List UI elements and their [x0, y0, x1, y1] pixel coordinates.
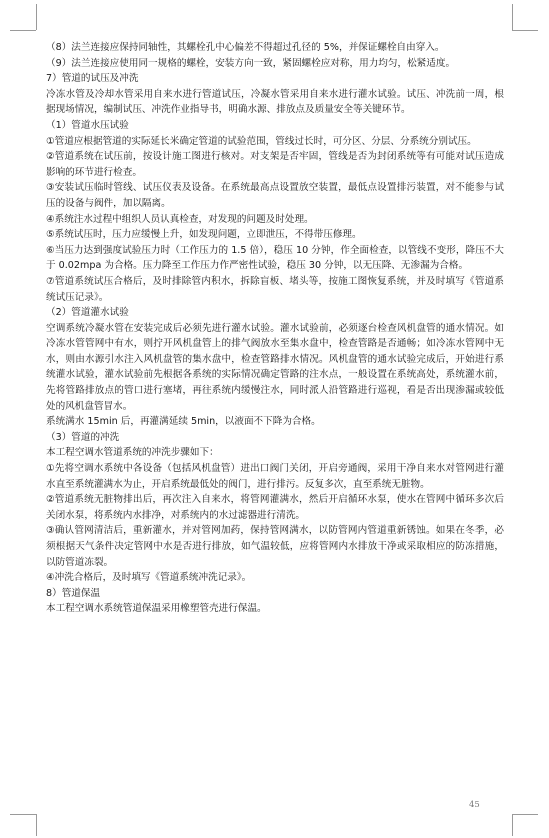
paragraph-test-step-5: ⑤系统试压时，压力应缓慢上升，如发现问题，立即泄压，不得带压修理。 — [46, 229, 362, 241]
paragraph-test-step-7: ⑦管道系统试压合格后，及时排除管内积水，拆除盲板、堵头等，按施工图恢复系统，并及时填写《管道系统试压记录》。 — [46, 275, 504, 303]
paragraph-test-step-6: ⑥当压力达到强度试验压力时（工作压力的 1.5 倍），稳压 10 分钟，作全面检查，以管线不变形，降压不大于 0.02mpa 为合格。压力降至工作压力作严密性试验，稳压 30 分钟，以无压降、无渗漏为合格。 — [46, 244, 504, 272]
paragraph-test-step-4: ④系统注水过程中组织人员认真检查，对发现的问题及时处理。 — [46, 213, 314, 225]
subheading-pipe-flushing: （3）管道的冲洗 — [46, 431, 120, 443]
paragraph-test-intro: 冷冻水管及冷却水管采用自来水进行管道试压，冷凝水管采用自来水进行灌水试验。试压、冲洗前一周，根据现场情况，编制试压、冲洗作业指导书，明确水源、排放点及质量安全等关键环节。 — [46, 88, 504, 116]
paragraph-water-fill-criteria: 系统满水 15min 后，再灌满延续 5min，以液面不下降为合格。 — [46, 416, 321, 428]
paragraph-flange-bolts: （9）法兰连接应使用同一规格的螺栓，安装方向一致，紧固螺栓应对称，用力均匀，松紧适度。 — [46, 57, 456, 69]
paragraph-test-step-2: ②管道系统在试压前，按设计施工图进行核对。对支架是否牢固，管线是否为封闭系统等有可能对试压造成影响的环节进行检查。 — [46, 151, 504, 178]
paragraph-flush-step-1: ①先将空调水系统中各设备（包括风机盘管）进出口阀门关闭，开启旁通阀，采用干净自来水对管网进行灌水直至系统灌满水为止，开启系统最低处的阀门，进行排污。反复多次，直至系统无脏物。 — [46, 463, 504, 490]
paragraph-water-fill-test: 空调系统冷凝水管在安装完成后必须先进行灌水试验。灌水试验前，必须逐台检查风机盘管的通水情况。如冷冻水管管网中有水，则拧开风机盘管上的排气阀放水至集水盘中，检查管路是否通畅；如冷冻水管网中无水，则由水源引水注入风机盘管的集水盘中，检查管路排水情况。风机盘管的通水试验完成后，开始进行系统灌水试验，灌水试验前先根据各系统的实际情况确定管路的注水点，一般设置在系统高处，系统灌水前，先将管路排放点的管口进行塞堵，再往系统内缓慢注水，同时派人沿管路进行巡视，看是否出现渗漏或较低处的风机盘管冒水。 — [46, 322, 504, 412]
subheading-water-fill-test: （2）管道灌水试验 — [46, 307, 129, 319]
paragraph-flush-intro: 本工程空调水管道系统的冲洗步骤如下： — [46, 447, 219, 459]
paragraph-flange-coaxial: （8）法兰连接应保持同轴性，其螺栓孔中心偏差不得超过孔径的 5%，并保证螺栓自由穿入。 — [46, 42, 445, 53]
paragraph-test-step-1: ①管道应根据管道的实际延长米确定管道的试验范围，管线过长时，可分区、分层、分系统分别试压。 — [46, 135, 477, 147]
subheading-hydrostatic-test: （1）管道水压试验 — [46, 119, 129, 131]
paragraph-flush-step-3: ③确认管网清洁后，重新灌水，并对管网加药，保持管网满水，以防管网内管道重新锈蚀。如果在冬季，必须根据天气条件决定管网中水是否进行排放，如气温较低，应将管网内水排放干净或采取相应的防冻措施，以防管道冻裂。 — [46, 525, 504, 568]
section-heading-insulation: 8）管道保温 — [46, 587, 101, 599]
document-body — [46, 40, 504, 617]
paragraph-flush-step-4: ④冲洗合格后，及时填写《管道系统冲洗记录》。 — [46, 572, 252, 584]
paragraph-test-step-3: ③安装试压临时管线、试压仪表及设备。在系统最高点设置放空装置，最低点设置排污装置，对不能参与试压的设备与阀件，加以隔离。 — [46, 182, 504, 209]
page-number: 45 — [469, 800, 480, 810]
paragraph-insulation: 本工程空调水系统管道保温采用橡塑管壳进行保温。 — [46, 603, 267, 615]
section-heading-pressure-test-flush: 7）管道的试压及冲洗 — [46, 73, 139, 85]
paragraph-flush-step-2: ②管道系统无脏物排出后，再次注入自来水，将管网灌满水，然后开启循环水泵，使水在管网中循环多次后关闭水泵，将系统内水排净，对系统内的水过滤器进行清洗。 — [46, 494, 504, 521]
